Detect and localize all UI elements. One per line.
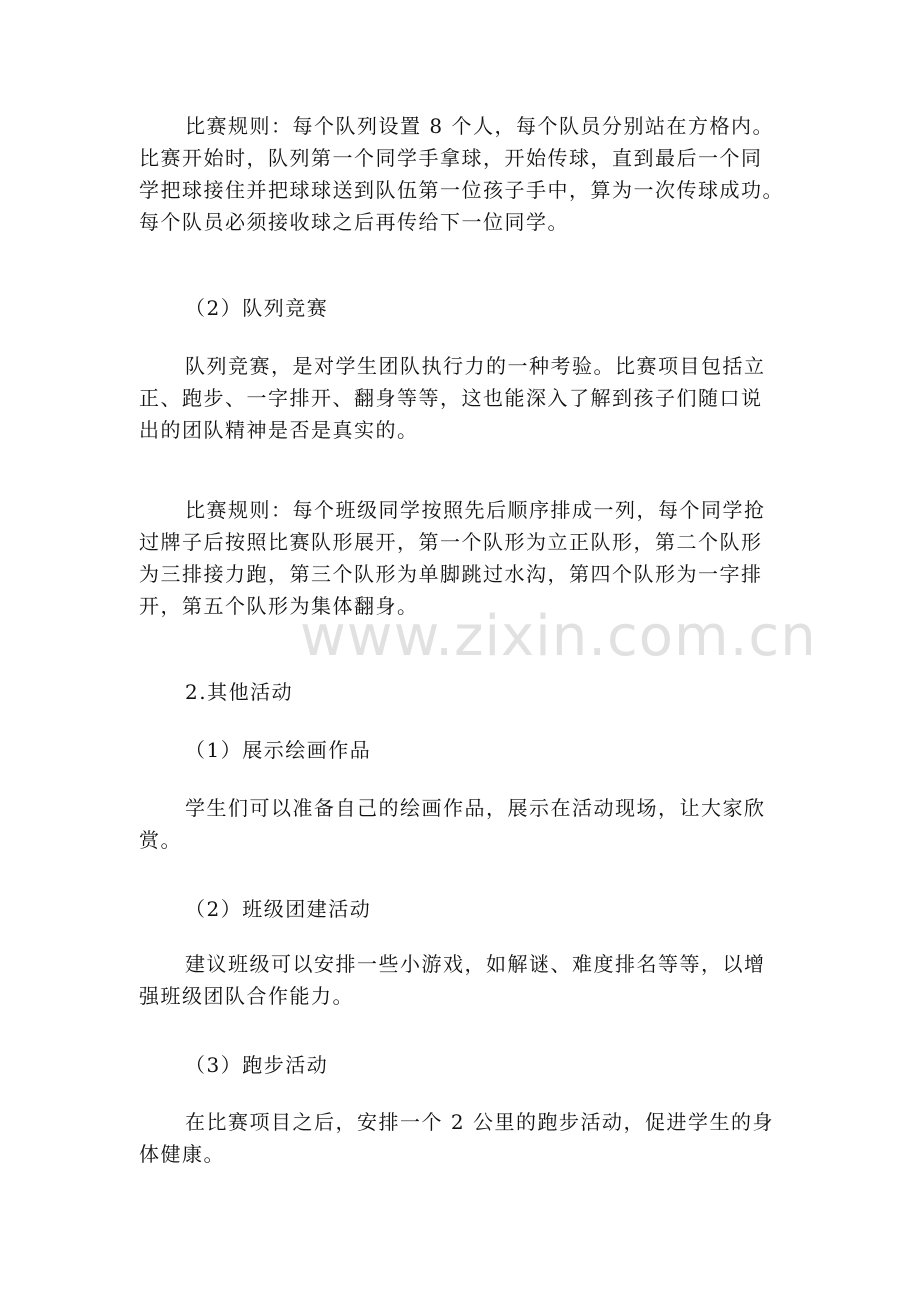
paragraph-art-display (139, 792, 789, 856)
text-line: 赏。 (139, 828, 182, 852)
watermark: www.zixin.com.cn (300, 604, 817, 669)
text-line: 建议班级可以安排一些小游戏，如解谜、难度排名等等，以增 (185, 952, 766, 976)
paragraph-queue-contest (139, 350, 789, 446)
paragraph-rules-queue (139, 494, 789, 622)
heading-queue-contest: （2）队列竞赛 (185, 296, 329, 320)
paragraph-running (139, 1106, 789, 1170)
text-line: 比赛规则：每个队列设置 8 个人，每个队员分别站在方格内。 (185, 114, 774, 138)
text-line: 出的团队精神是否是真实的。 (139, 418, 419, 442)
paragraph-rules-passing (139, 110, 789, 238)
text-line: 体健康。 (139, 1142, 225, 1166)
paragraph-team-building (139, 948, 789, 1012)
heading-other-activities: 2.其他活动 (185, 680, 294, 704)
text-line: 过牌子后按照比赛队形展开，第一个队形为立正队形，第二个队形 (139, 530, 763, 554)
text-line: 比赛开始时，队列第一个同学手拿球，开始传球，直到最后一个同 (139, 146, 763, 170)
text-line: 每个队员必须接收球之后再传给下一位同学。 (139, 210, 569, 234)
text-line: 在比赛项目之后，安排一个 2 公里的跑步活动，促进学生的身 (185, 1110, 774, 1134)
text-line: 为三排接力跑，第三个队形为单脚跳过水沟，第四个队形为一字排 (139, 562, 763, 586)
heading-running: （3）跑步活动 (185, 1053, 329, 1077)
heading-team-building: （2）班级团建活动 (185, 897, 372, 921)
text-line: 学把球接住并把球球送到队伍第一位孩子手中，算为一次传球成功。 (139, 178, 784, 202)
text-line: 正、跑步、一字排开、翻身等等，这也能深入了解到孩子们随口说 (139, 386, 763, 410)
text-line: 比赛规则：每个班级同学按照先后顺序排成一列，每个同学抢 (185, 498, 766, 522)
text-line: 学生们可以准备自己的绘画作品，展示在活动现场，让大家欣 (185, 796, 766, 820)
heading-art-display: （1）展示绘画作品 (185, 738, 372, 762)
text-line: 队列竞赛，是对学生团队执行力的一种考验。比赛项目包括立 (185, 354, 766, 378)
text-line: 强班级团队合作能力。 (139, 984, 354, 1008)
text-line: 开，第五个队形为集体翻身。 (139, 594, 419, 618)
